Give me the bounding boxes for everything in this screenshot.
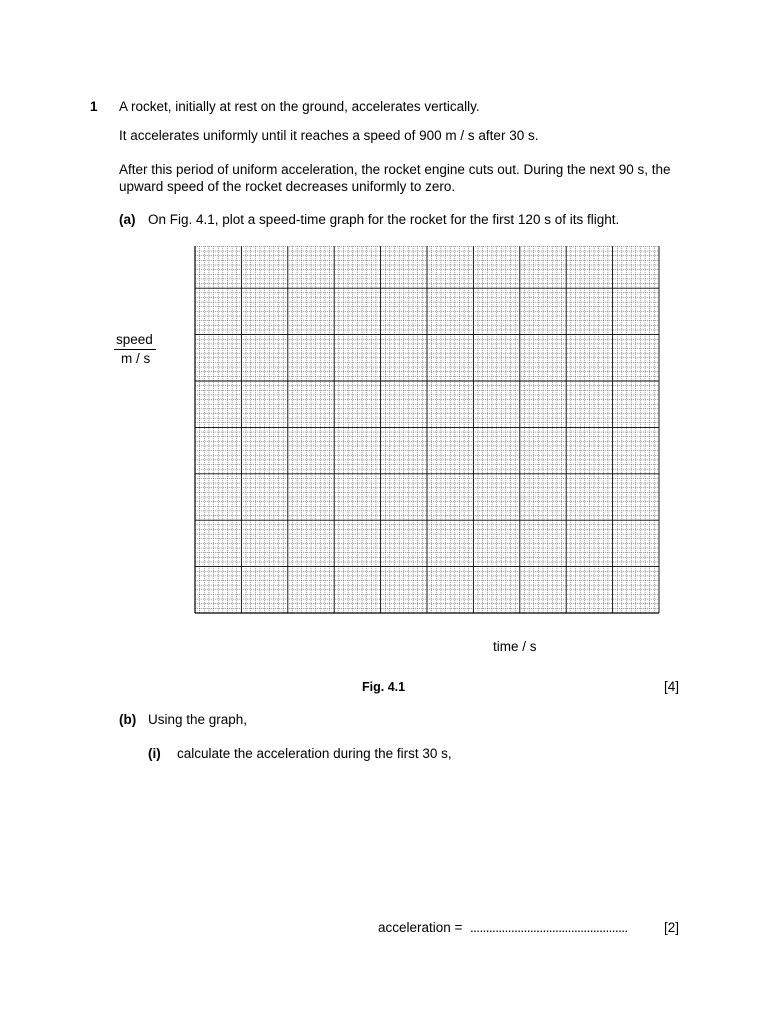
question-intro: A rocket, initially at rest on the ground, accelerates vertically. [119,99,480,114]
part-b-i-text: calculate the acceleration during the first 30 s, [177,746,452,761]
question-para3-line1: After this period of uniform acceleration, the rocket engine cuts out. During the next 90 s, the [119,162,671,177]
part-b-i-label: (i) [148,746,161,761]
y-axis-label-unit: m / s [121,351,151,366]
y-axis-label-quantity: speed [116,332,153,347]
answer-label: acceleration = [378,920,463,935]
figure-caption: Fig. 4.1 [362,680,406,694]
part-b-i-marks: [2] [664,920,680,935]
question-para3-line2: upward speed of the rocket decreases uniformly to zero. [119,179,456,194]
answer-input-line[interactable]: .................................................. [470,920,628,935]
x-axis-label: time / s [493,639,537,654]
part-a-label: (a) [119,212,136,227]
part-a-marks: [4] [664,679,680,694]
part-b-label: (b) [119,712,137,727]
question-line2: It accelerates uniformly until it reaches a speed of 900 m / s after 30 s. [119,128,539,143]
part-a-text: On Fig. 4.1, plot a speed-time graph for the rocket for the first 120 s of its flight. [148,212,620,227]
question-number: 1 [90,99,98,114]
part-b-text: Using the graph, [148,712,248,727]
graph-paper-grid[interactable] [194,245,660,614]
y-axis-label-divider [114,349,156,350]
